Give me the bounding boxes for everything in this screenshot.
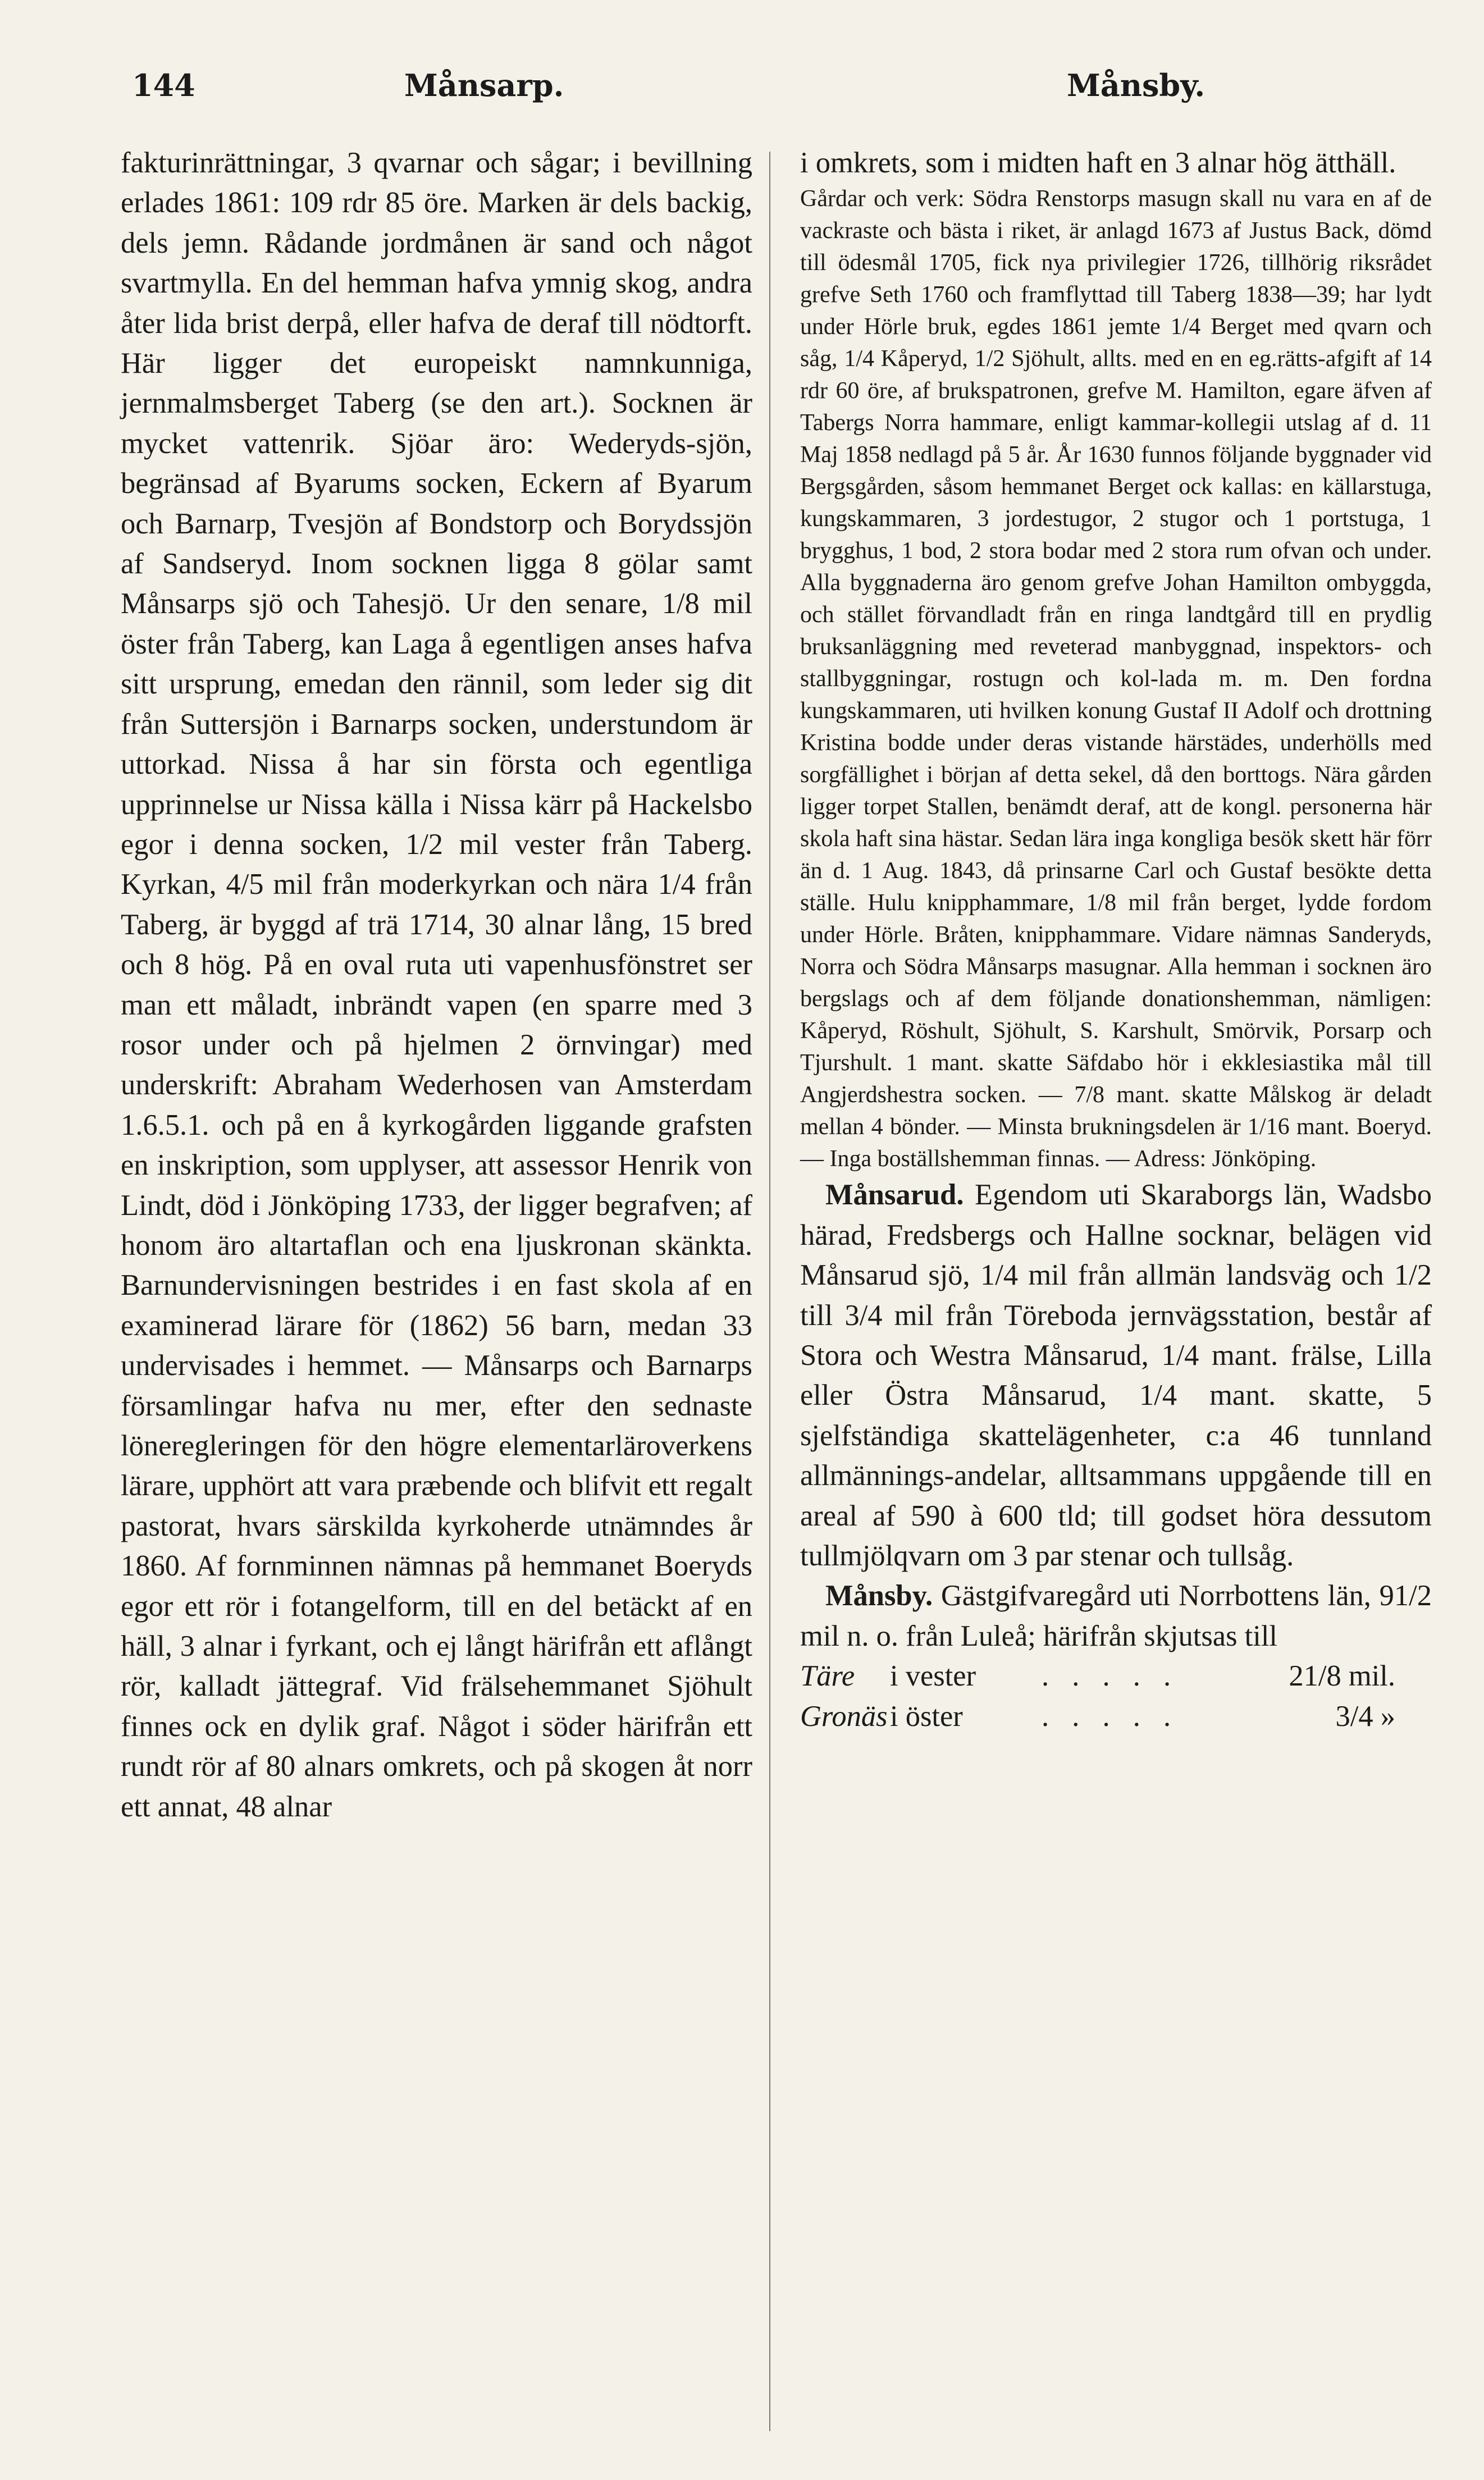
page-number: 144: [132, 67, 195, 103]
running-head-left: Månsarp.: [404, 67, 564, 103]
distance-row: [800, 1656, 1432, 1696]
running-head-right: Månsby.: [1067, 67, 1206, 103]
distance-direction: i vester: [890, 1660, 976, 1693]
mansby-entry: [800, 1576, 1432, 1656]
left-column-text: fakturinrättningar, 3 qvarnar och sågar; i bevillning erlades 1861: 109 rdr 85 öre. Marken är dels backig, dels jemn. Rådande jordmånen är sand och något svartmylla. En del hemman hafva ymnig skog, andra åter lida brist derpå, eller hafva de deraf till nödtorft. Här ligger det europeiskt namnkunniga, jernmalmsberget Taberg (se den art.). Socknen är mycket vattenrik. Sjöar äro: Wederyds-sjön, begränsad af Byarums socken, Eckern af Byarum och Barnarp, Tvesjön af Bondstorp och Borydssjön af Sandseryd. Inom socknen ligga 8 gölar samt Månsarps sjö och Tahesjö. Ur den senare, 1/8 mil öster från Taberg, kan Laga å egentligen anses hafva sitt ursprung, emedan den rännil, som leder sig dit från Suttersjön i Barnarps socken, understundom är uttorkad. Nissa å har sin första och egentliga upprinnelse ur Nissa källa i Nissa kärr på Hackelsbo egor i denna socken, 1/2 mil vester från Taberg. Kyrkan, 4/5 mil från moderkyrkan och nära 1/4 från Taberg, är byggd af trä 1714, 30 alnar lång, 15 bred och 8 hög. På en oval ruta uti vapenhusfönstret ser man ett måladt, inbrändt vapen (en sparre med 3 rosor under och på hjelmen 2 örnvingar) med underskrift: Abraham Wederhosen van Amsterdam 1.6.5.1. och på en å kyrkogården liggande grafsten en inskription, som upplyser, att assessor Henrik von Lindt, död i Jönköping 1733, der ligger begrafven; af honom äro altartaflan och ena ljuskronan skänkta. Barnundervisningen bestrides i en fast skola af en examinerad lärare för (1862) 56 barn, medan 33 undervisades i hemmet. — Månsarps och Barnarps församlingar hafva nu mer, efter den sednaste löneregleringen för den högre elementarläroverkens lärare, upphört att vara præbende och blifvit ett regalt pastorat, hvars särskilda kyrkoherde utnämndes år 1860. Af fornminnen nämnas på hemmanet Boeryds egor ett rör i fotangelform, till en del betäckt af en häll, 3 alnar i fyrkant, och ej långt härifrån ett aflångt rör, kalladt jättegraf. Vid frälsehemmanet Sjöhult finnes ock en dylik graf. Något i söder härifrån ett rundt rör af 80 alnars omkrets, och på skogen åt norr ett annat, 48 alnar: [121, 147, 752, 1823]
distance-leader-dots: . . . . .: [1042, 1700, 1179, 1733]
distance-place: Gronäs: [800, 1700, 888, 1733]
column-divider: [769, 152, 770, 2431]
distance-value: 3/4 »: [1335, 1700, 1395, 1733]
right-column: [800, 143, 1432, 1737]
mansby-heading: Månsby.: [825, 1579, 933, 1613]
distance-direction: i öster: [890, 1700, 963, 1733]
estate-details-text: Gårdar och verk: Södra Renstorps masugn skall nu vara en af de vackraste och bästa i riket, är anlagd 1673 af Justus Back, dömd till ödesmål 1705, fick nya privilegier 1726, tillhörig riksrådet grefve Seth 1760 och framflyttad till Taberg 1838—39; har lydt under Hörle bruk, egdes 1861 jemte 1/4 Berget med qvarn och såg, 1/4 Kåperyd, 1/2 Sjöhult, allts. med en en eg.rätts-afgift af 14 rdr 60 öre, af brukspatronen, grefve M. Hamilton, egare äfven af Tabergs Norra hammare, enligt kammar-kollegii utslag af d. 11 Maj 1858 nedlagd på 5 år. År 1630 funnos följande byggnader vid Bergsgården, såsom hemmanet Berget ock kallas: en källarstuga, kungskammaren, 3 jordestugor, 2 stugor och 1 portstuga, 1 brygghus, 1 bod, 2 stora bodar med 2 stora rum ofvan och under. Alla byggnaderna äro genom grefve Johan Hamilton ombyggda, och stället förvandladt från en ringa landtgård till en prydlig bruksanläggning med reveterad manbyggnad, inspektors- och stallbyggningar, rostugn och kol-lada m. m. Den fordna kungskammaren, uti hvilken konung Gustaf II Adolf och drottning Kristina bodde under deras vistande härstädes, underhölls med sorgfällighet i början af detta sekel, då den borttogs. Nära gården ligger torpet Stallen, benämdt deraf, att de kongl. personerna här skola haft sina hästar. Sedan lära inga kongliga besök skett här förr än d. 1 Aug. 1843, då prinsarne Carl och Gustaf besökte detta ställe. Hulu knipphammare, 1/8 mil från berget, lydde fordom under Hörle. Bråten, knipphammare. Vidare nämnas Sanderyds, Norra och Södra Månsarps masugnar. Alla hemman i socknen äro bergslags och af dem följande donationshemman, nämligen: Kåperyd, Röshult, Sjöhult, S. Karshult, Smörvik, Porsarp och Tjurshult. 1 mant. skatte Säfdabo hör i ekklesiastika mål till Angjerdshestra socken. — 7/8 mant. skatte Målskog är deladt mellan 4 bönder. — Minsta brukningsdelen är 1/16 mant. Boeryd. — Inga boställshemman finnas. — Adress: Jönköping.: [800, 186, 1432, 1172]
distance-row: [800, 1697, 1432, 1737]
mansby-text: Gästgifvaregård uti Norrbottens län, 91/2 mil n. o. från Luleå; härifrån skjutsas till: [800, 1579, 1432, 1652]
mansarud-entry: [800, 1175, 1432, 1576]
distance-leader-dots: . . . . .: [1042, 1660, 1179, 1693]
page-header: [0, 67, 1484, 124]
left-column: [121, 143, 752, 1827]
right-column-intro: i omkrets, som i midten haft en 3 alnar hög ätthäll.: [800, 147, 1396, 179]
distance-value: 21/8 mil.: [1289, 1660, 1395, 1693]
distance-table: [800, 1656, 1432, 1737]
mansarud-text: Egendom uti Skaraborgs län, Wadsbo härad, Fredsbergs och Hallne socknar, belägen vid Månsarud sjö, 1/4 mil från allmän landsväg och 1/2 till 3/4 mil från Töreboda jernvägsstation, består af Stora och Westra Månsarud, 1/4 mant. frälse, Lilla eller Östra Månsarud, 1/4 mant. skatte, 5 sjelfständiga skattelägenheter, c:a 46 tunnland allmännings-andelar, alltsammans uppgående till en areal af 590 à 600 tld; till godset höra dessutom tullmjölqvarn om 3 par stenar och tullsåg.: [800, 1179, 1432, 1573]
distance-place: Täre: [800, 1660, 855, 1693]
mansarud-heading: Månsarud.: [825, 1179, 964, 1212]
